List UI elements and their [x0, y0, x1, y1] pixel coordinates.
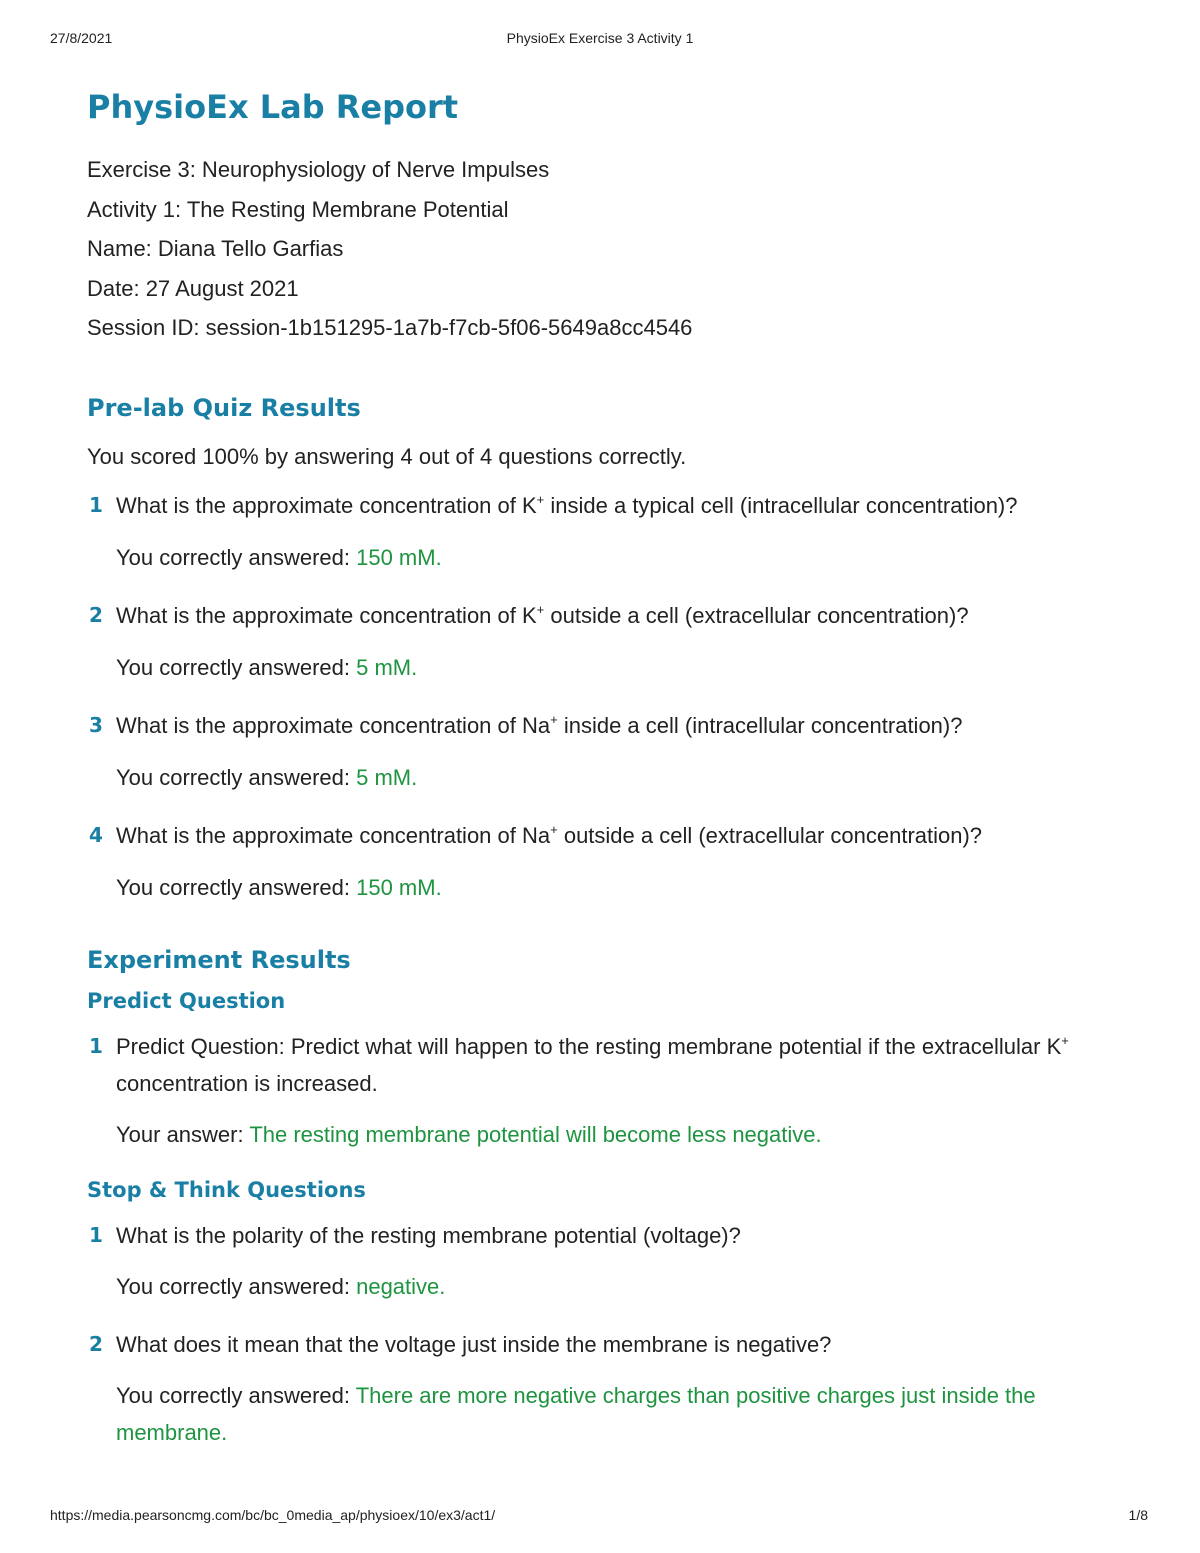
question-text-cont: outside a cell (extracellular concentration)? [557, 822, 983, 848]
question-text: What is the approximate concentration of K [116, 602, 537, 628]
report-meta [87, 150, 1117, 348]
superscript-charge: + [550, 821, 558, 837]
print-footer [0, 1507, 1200, 1527]
stop-think-question [87, 1326, 1117, 1363]
predict-heading: Predict Question [87, 988, 286, 1013]
activity-line: Activity 1: The Resting Membrane Potential [87, 196, 509, 222]
answer-label: You correctly answered: [116, 544, 357, 570]
student-name: Name: Diana Tello Garfias [87, 236, 344, 261]
answer-value: 150 mM. [356, 874, 442, 900]
answer-value: 150 mM. [356, 544, 442, 570]
answer-value: The resting membrane potential will become less negative. [249, 1121, 822, 1147]
question-text-cont: inside a cell (intracellular concentration)? [557, 712, 963, 738]
question-text: Predict Question: Predict what will happen to the resting membrane potential if the extracellular K [116, 1033, 1062, 1059]
question-text: What does it mean that the voltage just inside the membrane is negative? [116, 1331, 832, 1357]
session-id: Session ID: session-1b151295-1a7b-f7cb-5f06-5649a8cc4546 [87, 315, 693, 340]
predict-question [87, 1028, 1117, 1102]
answer-label: You correctly answered: [116, 764, 357, 790]
question-text: What is the polarity of the resting membrane potential (voltage)? [116, 1222, 741, 1248]
question-text-cont: inside a typical cell (intracellular concentration)? [544, 492, 1018, 518]
answer-value: negative. [356, 1273, 446, 1299]
answer-label: You correctly answered: [116, 874, 357, 900]
prelab-answer [87, 869, 1117, 906]
question-text-cont: outside a cell (extracellular concentration)? [544, 602, 969, 628]
question-number: 2 [89, 602, 103, 627]
question-number: 3 [89, 712, 103, 737]
question-number: 4 [89, 822, 103, 847]
question-text: What is the approximate concentration of K [116, 492, 537, 518]
stop-think-question [87, 1217, 1117, 1254]
print-title: PhysioEx Exercise 3 Activity 1 [506, 30, 694, 46]
report-date: Date: 27 August 2021 [87, 275, 299, 301]
prelab-heading: Pre-lab Quiz Results [87, 393, 361, 422]
prelab-question [87, 707, 1117, 744]
question-number: 1 [89, 492, 103, 517]
superscript-charge: + [536, 601, 545, 617]
prelab-answer [87, 539, 1117, 576]
prelab-question [87, 817, 1117, 854]
answer-label: You correctly answered: [116, 1382, 356, 1408]
answer-value: 5 mM. [356, 764, 418, 790]
answer-value: 5 mM. [356, 654, 418, 680]
answer-value: There are more negative charges than positive charges just inside the membrane. [116, 1382, 1036, 1445]
prelab-answer [87, 649, 1117, 686]
question-text-cont: concentration is increased. [116, 1070, 378, 1096]
experiment-heading: Experiment Results [87, 945, 351, 974]
question-text: What is the approximate concentration of Na [116, 712, 551, 738]
prelab-question [87, 597, 1117, 634]
superscript-charge: + [1061, 1032, 1069, 1048]
lab-report [87, 84, 1117, 1451]
stop-think-answer [87, 1377, 1117, 1451]
answer-label: You correctly answered: [116, 1273, 357, 1299]
superscript-charge: + [536, 491, 545, 507]
exercise-line: Exercise 3: Neurophysiology of Nerve Impulses [87, 157, 550, 182]
prelab-answer [87, 759, 1117, 796]
answer-label: Your answer: [116, 1121, 250, 1147]
print-url[interactable]: https://media.pearsoncmg.com/bc/bc_0media_ap/physioex/10/ex3/act1/ [50, 1507, 496, 1523]
superscript-charge: + [550, 711, 558, 727]
prelab-score: You scored 100% by answering 4 out of 4 questions correctly. [87, 443, 687, 469]
question-text: What is the approximate concentration of Na [116, 822, 551, 848]
print-header [0, 30, 1200, 50]
prelab-question [87, 487, 1117, 524]
question-number: 1 [89, 1033, 103, 1058]
question-number: 2 [89, 1331, 103, 1356]
answer-label: You correctly answered: [116, 654, 357, 680]
stop-think-heading: Stop & Think Questions [87, 1177, 366, 1202]
question-number: 1 [89, 1222, 103, 1247]
stop-think-answer [87, 1268, 1117, 1305]
page-number: 1/8 [1128, 1507, 1148, 1523]
print-date: 27/8/2021 [50, 30, 113, 46]
predict-answer [87, 1116, 1117, 1153]
report-title: PhysioEx Lab Report [87, 88, 459, 126]
